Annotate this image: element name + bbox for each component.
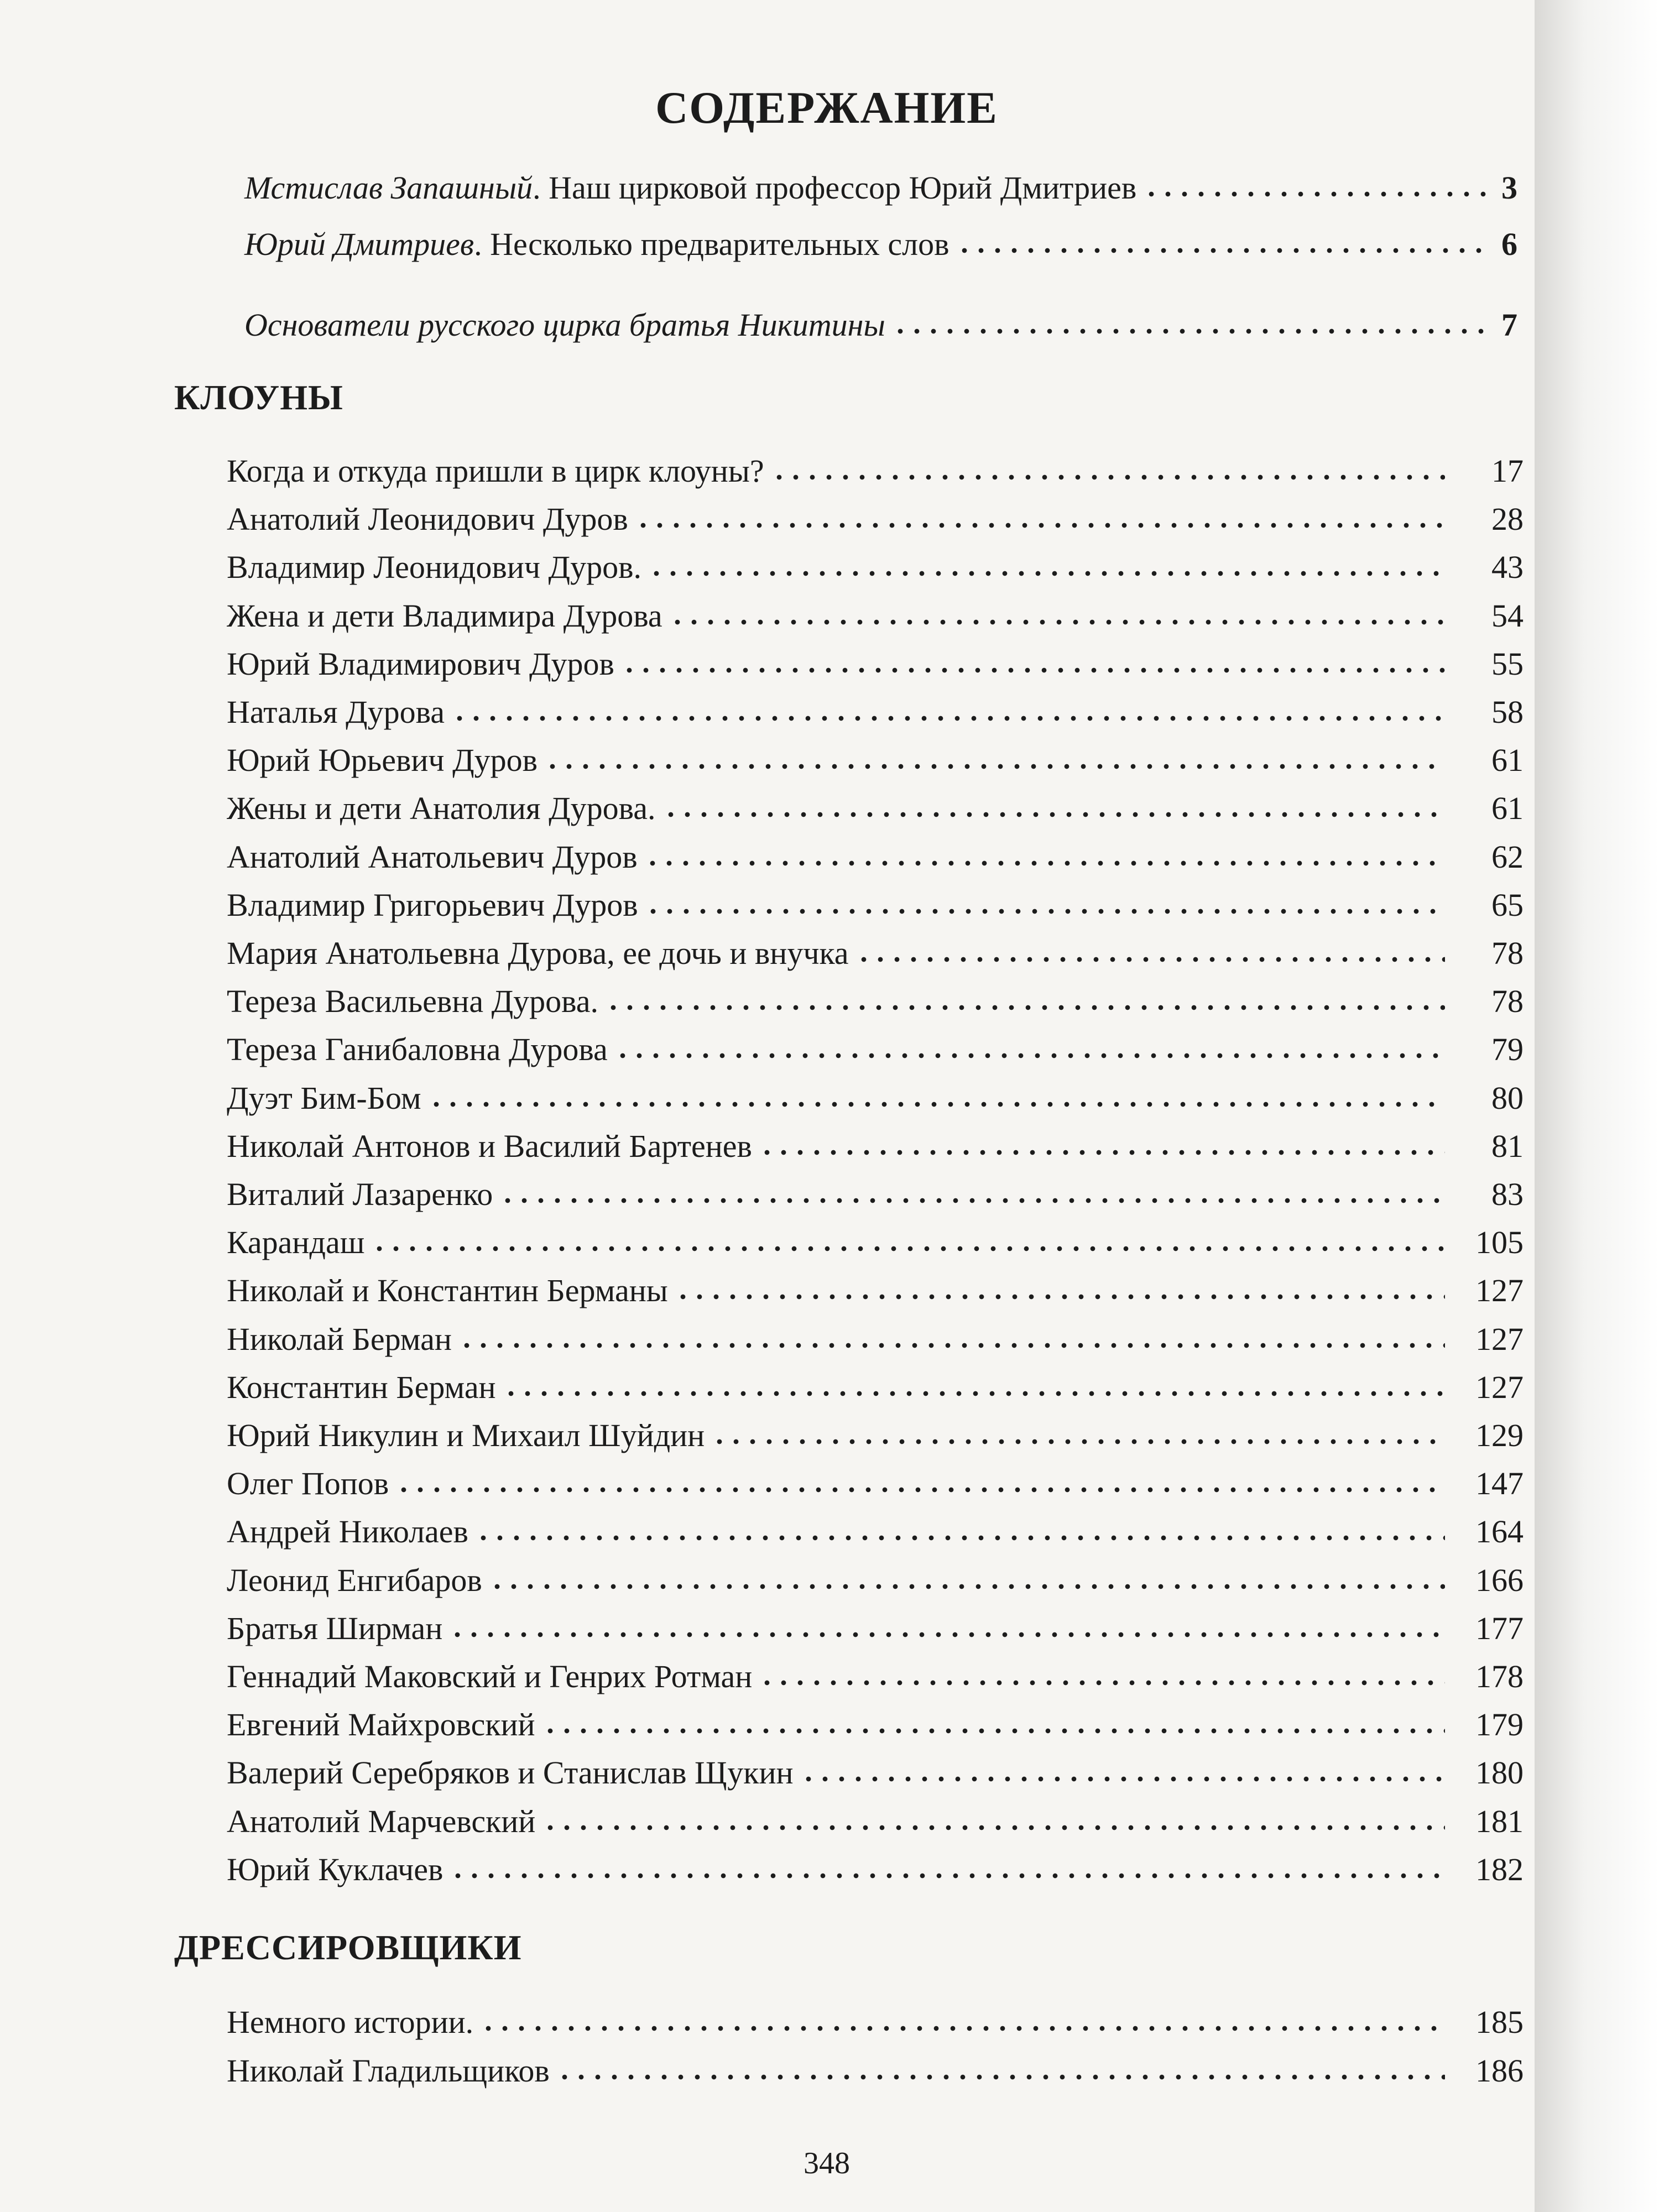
dot-leader [800, 1775, 1445, 1783]
entry-page-number: 54 [1491, 597, 1524, 634]
dot-leader [956, 246, 1490, 255]
dot-leader [645, 907, 1445, 916]
dot-leader [644, 859, 1445, 868]
toc-entry [227, 979, 1524, 1024]
entry-title: Евгений Майхровский [227, 1707, 535, 1743]
entry-page-number: 62 [1491, 838, 1524, 875]
dot-leader [855, 955, 1445, 964]
dot-leader [771, 473, 1445, 482]
page-edge [1535, 0, 1659, 2212]
entry-page-number: 127 [1475, 1321, 1524, 1357]
entry-page-number: 61 [1491, 790, 1524, 827]
toc-entry [227, 1510, 1524, 1554]
entry-title: Виталий Лазаренко [227, 1176, 493, 1212]
entry-author: Мстислав Запашный [244, 170, 533, 206]
entry-title: Анатолий Леонидович Дуров [227, 501, 628, 538]
entry-title: Когда и откуда пришли в цирк клоуны? [227, 453, 764, 489]
entry-page-number: 55 [1491, 645, 1524, 682]
toc-entry [227, 931, 1524, 975]
entry-title: Братья Ширман [227, 1610, 443, 1646]
entry-title: Мария Анатольевна Дурова, ее дочь и внучка [227, 935, 849, 971]
entry-title: Николай Гладильщиков [227, 2053, 550, 2089]
toc-entry [227, 835, 1524, 879]
entry-title: Владимир Григорьевич Дуров [227, 886, 638, 923]
entry-title: Карандаш [227, 1224, 365, 1261]
entry-page-number: 186 [1475, 2053, 1524, 2089]
toc-intro-entry [244, 222, 1535, 267]
toc-entry [227, 1220, 1524, 1265]
entry-page-number: 179 [1475, 1707, 1524, 1743]
entry-page-number: 58 [1491, 694, 1524, 730]
entry-title: Тереза Васильевна Дурова. [227, 983, 599, 1020]
entry-page-number: 78 [1491, 935, 1524, 971]
entry-page-number: 3 [1501, 170, 1517, 206]
entry-page-number: 182 [1475, 1851, 1524, 1887]
toc-entry [227, 1172, 1524, 1217]
entry-title: Жена и дети Владимира Дурова [227, 597, 662, 634]
entry-page-number: 127 [1475, 1369, 1524, 1405]
dot-leader [480, 2024, 1445, 2033]
entry-page-number: 80 [1491, 1079, 1524, 1116]
toc-entry [227, 642, 1524, 686]
entry-title: Геннадий Маковский и Генрих Ротман [227, 1658, 753, 1694]
entry-page-number: 6 [1501, 226, 1517, 262]
dot-leader [759, 1148, 1445, 1157]
dot-leader [675, 1292, 1445, 1301]
entry-page-number: 181 [1475, 1803, 1524, 1839]
toc-entry [227, 497, 1524, 541]
entry-page-number: 180 [1475, 1755, 1524, 1791]
dot-leader [458, 1341, 1445, 1350]
dot-leader [759, 1678, 1445, 1687]
entry-page-number: 147 [1475, 1465, 1524, 1502]
entry-page-number: 81 [1491, 1128, 1524, 1164]
entry-title: Наталья Дурова [227, 694, 445, 730]
dot-leader [544, 762, 1445, 771]
entry-page-number: 65 [1491, 886, 1524, 923]
toc-entry [227, 1655, 1524, 1699]
dot-leader [669, 618, 1445, 627]
entry-title: Юрий Куклачев [227, 1851, 444, 1887]
dot-leader [1143, 190, 1490, 199]
toc-entry [227, 2049, 1524, 2093]
dot-leader [503, 1389, 1445, 1398]
entry-title: Константин Берман [227, 1369, 496, 1405]
toc-entry [227, 594, 1524, 638]
toc-entry [227, 1462, 1524, 1506]
toc-entry [227, 1027, 1524, 1072]
section-heading-trainers: ДРЕССИРОВЩИКИ [174, 1928, 522, 1967]
toc-entry [227, 1413, 1524, 1458]
dot-leader [499, 1196, 1445, 1205]
entry-title: Дуэт Бим-Бом [227, 1079, 421, 1116]
toc-entry [227, 1751, 1524, 1795]
toc-intro-entry [244, 303, 1535, 347]
entry-title: Николай Берман [227, 1321, 452, 1357]
toc-entry [227, 545, 1524, 589]
toc-entry [227, 1558, 1524, 1603]
toc-entry [227, 1848, 1524, 1892]
toc-entry [227, 786, 1524, 831]
dot-leader [542, 1823, 1445, 1832]
dot-leader [450, 1871, 1445, 1880]
entry-title: Тереза Ганибаловна Дурова [227, 1031, 608, 1068]
entry-title: Юрий Юрьевич Дуров [227, 742, 538, 779]
toc-entry [227, 1124, 1524, 1168]
dot-leader [556, 2073, 1445, 2081]
contents-title: СОДЕРЖАНИЕ [655, 82, 998, 133]
dot-leader [475, 1533, 1445, 1542]
entry-page-number: 177 [1475, 1610, 1524, 1646]
dot-leader [662, 810, 1445, 819]
entry-page-number: 166 [1475, 1562, 1524, 1598]
dot-leader [648, 569, 1445, 578]
dot-leader [711, 1437, 1445, 1446]
toc-intro-entry [244, 166, 1535, 210]
entry-page-number: 7 [1501, 307, 1517, 343]
dot-leader [542, 1726, 1445, 1735]
page-number: 348 [804, 2146, 850, 2180]
entry-title: Леонид Енгибаров [227, 1562, 482, 1598]
toc-entry [227, 738, 1524, 782]
toc-entry [227, 2000, 1524, 2044]
entry-page-number: 127 [1475, 1272, 1524, 1309]
toc-entry [227, 1606, 1524, 1651]
entry-page-number: 83 [1491, 1176, 1524, 1212]
entry-page-number: 17 [1491, 453, 1524, 489]
entry-page-number: 178 [1475, 1658, 1524, 1694]
dot-leader [635, 521, 1445, 530]
entry-title: Олег Попов [227, 1465, 389, 1502]
dot-leader [428, 1100, 1445, 1109]
entry-title: Валерий Серебряков и Станислав Щукин [227, 1755, 794, 1791]
entry-title: . Несколько предварительных слов [474, 226, 950, 262]
toc-entry [227, 449, 1524, 493]
dot-leader [449, 1630, 1445, 1639]
dot-leader [395, 1485, 1445, 1494]
toc-entry [227, 1365, 1524, 1410]
toc-entry [227, 690, 1524, 734]
entry-title: . Наш цирковой профессор Юрий Дмитриев [533, 170, 1137, 206]
entry-title: Юрий Никулин и Михаил Шуйдин [227, 1417, 705, 1453]
entry-page-number: 105 [1475, 1224, 1524, 1261]
toc-entry [227, 1799, 1524, 1844]
toc-entry [227, 1703, 1524, 1747]
entry-title: Анатолий Марчевский [227, 1803, 536, 1839]
entry-author: Юрий Дмитриев [244, 226, 474, 262]
entry-title: Андрей Николаев [227, 1514, 468, 1550]
dot-leader [605, 1003, 1445, 1012]
entry-title: Юрий Владимирович Дуров [227, 645, 614, 682]
entry-page-number: 78 [1491, 983, 1524, 1020]
entry-title: Немного истории. [227, 2004, 474, 2040]
dot-leader [892, 327, 1490, 336]
toc-entry [227, 883, 1524, 927]
dot-leader [621, 666, 1445, 675]
entry-title: Николай и Константин Берманы [227, 1272, 668, 1309]
dot-leader [451, 714, 1445, 723]
entry-page-number: 28 [1491, 501, 1524, 538]
entry-page-number: 129 [1475, 1417, 1524, 1453]
entry-page-number: 43 [1491, 549, 1524, 586]
entry-title: Анатолий Анатольевич Дуров [227, 838, 638, 875]
entry-title: Владимир Леонидович Дуров. [227, 549, 641, 586]
dot-leader [614, 1051, 1445, 1060]
entry-title: Жены и дети Анатолия Дурова. [227, 790, 656, 827]
entry-page-number: 61 [1491, 742, 1524, 779]
entry-page-number: 185 [1475, 2004, 1524, 2040]
dot-leader [371, 1244, 1445, 1253]
section-heading-clowns: КЛОУНЫ [174, 378, 343, 417]
toc-entry [227, 1317, 1524, 1361]
toc-entry [227, 1076, 1524, 1120]
dot-leader [489, 1582, 1445, 1591]
entry-title: Николай Антонов и Василий Бартенев [227, 1128, 752, 1164]
toc-entry [227, 1269, 1524, 1313]
entry-title: Основатели русского цирка братья Никитины [244, 307, 885, 343]
entry-page-number: 164 [1475, 1514, 1524, 1550]
entry-page-number: 79 [1491, 1031, 1524, 1068]
